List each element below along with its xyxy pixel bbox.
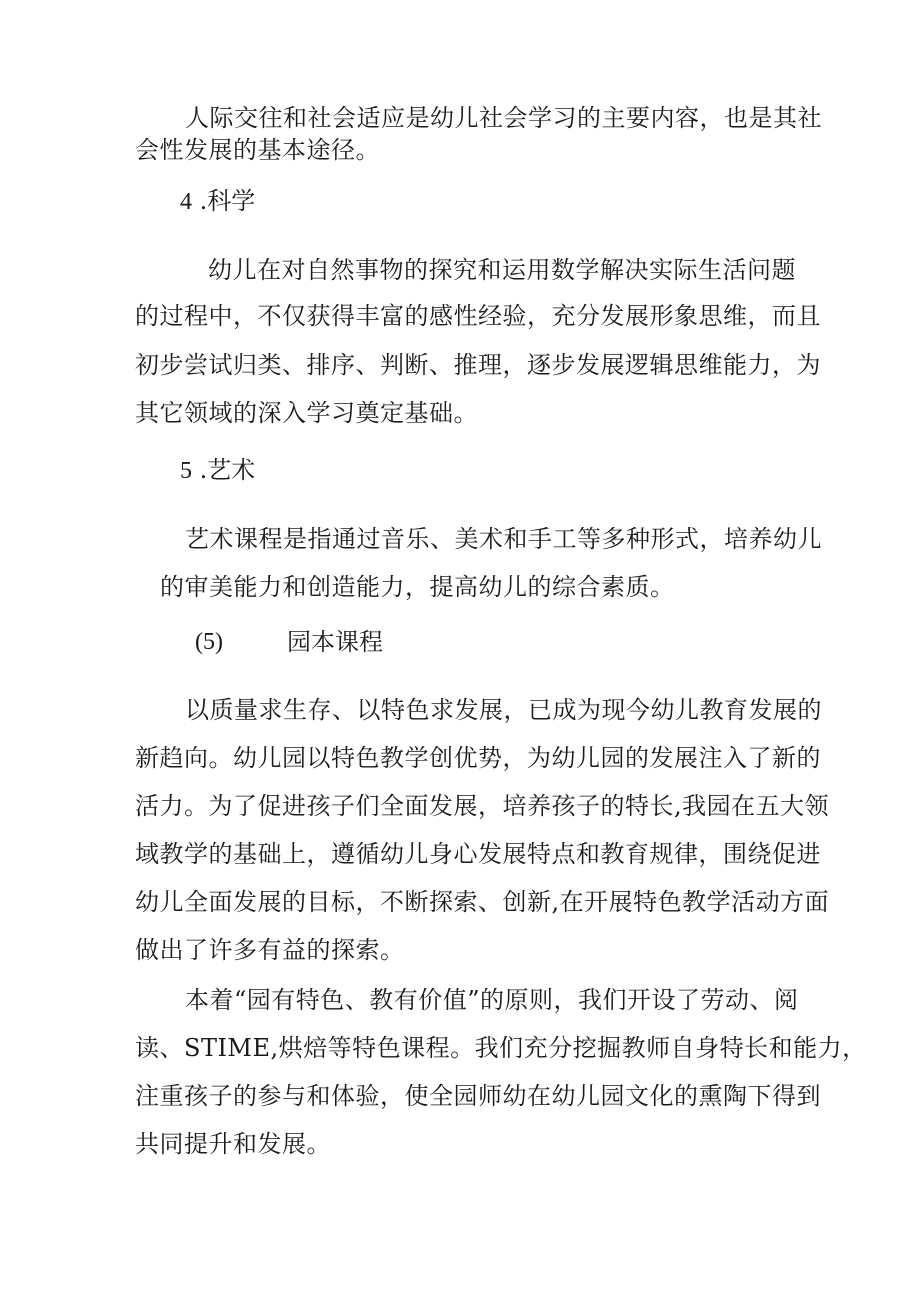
heading-kindergarten-course-title: 园本课程 [287,628,383,656]
heading-science-number: 4 [180,189,192,215]
paragraph-features-line-1: 本着“园有特色、教有价值”的原则，我们开设了劳动、阅 [185,986,799,1014]
paragraph-features-line-2: 读、STIME,烘焙等特色课程。我们充分挖掘教师自身特长和能力， [135,1034,867,1062]
paragraph-science-line-3: 初步尝试归类、排序、判断、推理，逐步发展逻辑思维能力，为 [135,351,821,379]
heading-art-number: 5 [180,458,192,484]
heading-science-title: .科学 [199,187,256,215]
paragraph-course-line-4: 域教学的基础上，遵循幼儿身心发展特点和教育规律，围绕促进 [135,840,821,868]
paragraph-features-line-4: 共同提升和发展。 [135,1130,331,1158]
paragraph-science-line-4: 其它领域的深入学习奠定基础。 [135,399,478,427]
paragraph-social-line-2: 会性发展的基本途径。 [135,136,380,164]
paragraph-science-line-1: 幼儿在对自然事物的探究和运用数学解决实际生活问题 [208,256,796,284]
paragraph-science-line-2: 的过程中，不仅获得丰富的感性经验，充分发展形象思维，而且 [135,302,821,330]
paragraph-course-line-2: 新趋向。幼儿园以特色教学创优势，为幼儿园的发展注入了新的 [135,744,821,772]
heading-art [180,455,255,486]
heading-science [180,186,255,217]
heading-art-title: .艺术 [199,456,256,484]
paragraph-course-line-5: 幼儿全面发展的目标，不断探索、创新,在开展特色教学活动方面 [135,888,830,916]
paragraph-course-line-6: 做出了许多有益的探索。 [135,936,405,964]
paragraph-art-line-2: 的审美能力和创造能力，提高幼儿的综合素质。 [160,573,675,601]
paragraph-social-line-1: 人际交往和社会适应是幼儿社会学习的主要内容，也是其社 [185,104,822,132]
heading-kindergarten-course-number: (5) [195,629,223,655]
paragraph-features-line-3: 注重孩子的参与和体验，使全园师幼在幼儿园文化的熏陶下得到 [135,1082,821,1110]
paragraph-course-line-1: 以质量求生存、以特色求发展，已成为现今幼儿教育发展的 [185,696,822,724]
paragraph-course-line-3: 活力。为了促进孩子们全面发展，培养孩子的特长,我园在五大领 [135,792,830,820]
paragraph-art-line-1: 艺术课程是指通过音乐、美术和手工等多种形式，培养幼儿 [185,525,822,553]
